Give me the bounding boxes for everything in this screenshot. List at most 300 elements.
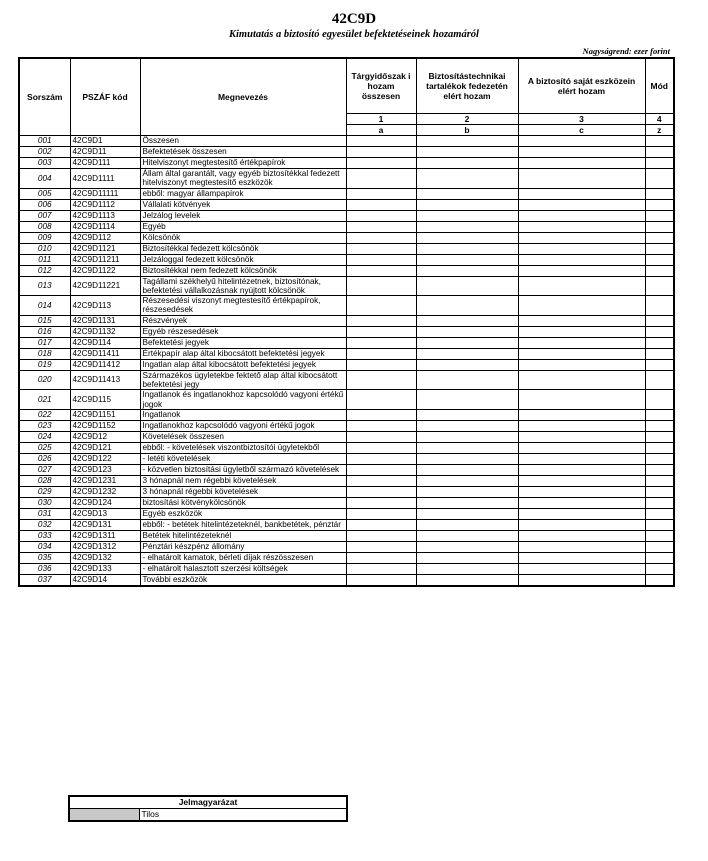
value-cell[interactable] [518, 136, 645, 147]
table-row [19, 169, 674, 189]
row-code: 42C9D111 [70, 158, 140, 169]
row-description: Állam által garantált, vagy egyéb biztosítékkal fedezett hitelviszonyt megtestesítő eszközök [140, 169, 346, 189]
value-cell[interactable] [416, 188, 518, 199]
row-code: 42C9D1151 [70, 409, 140, 420]
col-header-sorszam: Sorszám [19, 58, 70, 136]
row-description: Biztosítékkal nem fedezett kölcsönök [140, 265, 346, 276]
table-row [19, 232, 674, 243]
row-number: 021 [19, 390, 70, 410]
table-row [19, 147, 674, 158]
value-cell[interactable] [645, 199, 674, 210]
table-row [19, 541, 674, 552]
value-cell[interactable] [416, 276, 518, 296]
unit-note: Nagyságrend: ezer forint [582, 46, 670, 56]
row-number: 025 [19, 442, 70, 453]
col-letter: b [416, 125, 518, 136]
report-table [18, 57, 675, 587]
value-cell[interactable] [645, 420, 674, 431]
value-cell[interactable] [416, 431, 518, 442]
value-cell[interactable] [416, 254, 518, 265]
value-cell[interactable] [416, 326, 518, 337]
value-cell[interactable] [416, 136, 518, 147]
value-cell[interactable] [416, 442, 518, 453]
value-cell[interactable] [518, 453, 645, 464]
value-cell[interactable] [346, 497, 416, 508]
table-row [19, 254, 674, 265]
row-number: 011 [19, 254, 70, 265]
value-cell[interactable] [518, 475, 645, 486]
row-code: 42C9D113 [70, 296, 140, 316]
row-number: 006 [19, 199, 70, 210]
row-number: 002 [19, 147, 70, 158]
row-description: Értékpapír alap által kibocsátott befektetési jegyek [140, 348, 346, 359]
value-cell[interactable] [346, 409, 416, 420]
value-cell[interactable] [416, 530, 518, 541]
value-cell[interactable] [346, 243, 416, 254]
value-cell[interactable] [645, 276, 674, 296]
row-code: 42C9D1112 [70, 199, 140, 210]
value-cell[interactable] [346, 199, 416, 210]
row-code: 42C9D114 [70, 337, 140, 348]
value-cell[interactable] [416, 315, 518, 326]
row-description: Egyéb eszközök [140, 508, 346, 519]
legend-swatch [69, 809, 139, 822]
col-header-pszaf: PSZÁF kód [70, 58, 140, 136]
row-code: 42C9D123 [70, 464, 140, 475]
row-number: 016 [19, 326, 70, 337]
value-cell[interactable] [518, 486, 645, 497]
value-cell[interactable] [346, 315, 416, 326]
value-cell[interactable] [346, 254, 416, 265]
table-row [19, 486, 674, 497]
value-cell[interactable] [346, 188, 416, 199]
row-number: 022 [19, 409, 70, 420]
table-row [19, 431, 674, 442]
row-description: Pénztári készpénz állomány [140, 541, 346, 552]
value-cell[interactable] [416, 475, 518, 486]
row-description: - elhatárolt halasztott szerzési költségek [140, 563, 346, 574]
row-description: Részesedési viszonyt megtestesítő értékpapírok, részesedések [140, 296, 346, 316]
col-header-1: Tárgyidőszak i hozam összesen [346, 58, 416, 114]
value-cell[interactable] [518, 574, 645, 586]
row-description: 3 hónapnál nem régebbi követelések [140, 475, 346, 486]
value-cell[interactable] [416, 337, 518, 348]
value-cell[interactable] [645, 442, 674, 453]
table-row [19, 574, 674, 586]
row-number: 028 [19, 475, 70, 486]
row-code: 42C9D11413 [70, 370, 140, 390]
value-cell[interactable] [518, 359, 645, 370]
value-cell[interactable] [416, 296, 518, 316]
row-description: - közvetlen biztosítási ügyletből származó követelések [140, 464, 346, 475]
table-row [19, 315, 674, 326]
value-cell[interactable] [346, 370, 416, 390]
row-description: Egyéb részesedések [140, 326, 346, 337]
value-cell[interactable] [645, 210, 674, 221]
value-cell[interactable] [645, 147, 674, 158]
value-cell[interactable] [416, 552, 518, 563]
row-number: 027 [19, 464, 70, 475]
row-number: 008 [19, 221, 70, 232]
value-cell[interactable] [518, 315, 645, 326]
row-description: biztosítási kötvénykölcsönök [140, 497, 346, 508]
value-cell[interactable] [518, 370, 645, 390]
value-cell[interactable] [518, 420, 645, 431]
value-cell[interactable] [346, 552, 416, 563]
row-description: Ingatlanok [140, 409, 346, 420]
table-row [19, 530, 674, 541]
value-cell[interactable] [346, 348, 416, 359]
value-cell[interactable] [346, 475, 416, 486]
value-cell[interactable] [518, 337, 645, 348]
value-cell[interactable] [346, 147, 416, 158]
row-code: 42C9D1231 [70, 475, 140, 486]
value-cell[interactable] [518, 508, 645, 519]
row-description: Részvények [140, 315, 346, 326]
value-cell[interactable] [518, 530, 645, 541]
value-cell[interactable] [645, 508, 674, 519]
value-cell[interactable] [346, 519, 416, 530]
table-row [19, 563, 674, 574]
row-code: 42C9D124 [70, 497, 140, 508]
col-header-megnevezes: Megnevezés [140, 58, 346, 136]
value-cell[interactable] [518, 431, 645, 442]
row-number: 019 [19, 359, 70, 370]
row-code: 42C9D1111 [70, 169, 140, 189]
value-cell[interactable] [518, 169, 645, 189]
value-cell[interactable] [645, 519, 674, 530]
value-cell[interactable] [346, 326, 416, 337]
row-code: 42C9D1132 [70, 326, 140, 337]
row-code: 42C9D1122 [70, 265, 140, 276]
row-number: 010 [19, 243, 70, 254]
value-cell[interactable] [645, 370, 674, 390]
value-cell[interactable] [518, 221, 645, 232]
table-row [19, 420, 674, 431]
value-cell[interactable] [416, 486, 518, 497]
row-description: Követelések összesen [140, 431, 346, 442]
value-cell[interactable] [416, 519, 518, 530]
table-row [19, 359, 674, 370]
row-description: Összesen [140, 136, 346, 147]
col-number: 4 [645, 114, 674, 125]
value-cell[interactable] [346, 420, 416, 431]
value-cell[interactable] [645, 530, 674, 541]
value-cell[interactable] [416, 370, 518, 390]
row-description: Egyéb [140, 221, 346, 232]
row-number: 009 [19, 232, 70, 243]
value-cell[interactable] [645, 337, 674, 348]
value-cell[interactable] [346, 574, 416, 586]
legend-item-label: Tilos [139, 809, 347, 822]
report-rows [19, 136, 674, 586]
row-description: ebből: magyar állampapírok [140, 188, 346, 199]
table-row [19, 326, 674, 337]
value-cell[interactable] [645, 188, 674, 199]
row-description: Származékos ügyletekbe fektető alap által kibocsátott befektetési jegy [140, 370, 346, 390]
value-cell[interactable] [645, 574, 674, 586]
value-cell[interactable] [346, 390, 416, 410]
row-number: 007 [19, 210, 70, 221]
row-number: 026 [19, 453, 70, 464]
row-description: 3 hónapnál régebbi követelések [140, 486, 346, 497]
value-cell[interactable] [645, 221, 674, 232]
table-row [19, 497, 674, 508]
value-cell[interactable] [416, 199, 518, 210]
value-cell[interactable] [346, 136, 416, 147]
row-code: 42C9D14 [70, 574, 140, 586]
row-number: 036 [19, 563, 70, 574]
value-cell[interactable] [645, 232, 674, 243]
value-cell[interactable] [346, 486, 416, 497]
value-cell[interactable] [416, 420, 518, 431]
row-code: 42C9D11411 [70, 348, 140, 359]
value-cell[interactable] [518, 552, 645, 563]
value-cell[interactable] [645, 475, 674, 486]
value-cell[interactable] [645, 243, 674, 254]
value-cell[interactable] [346, 359, 416, 370]
value-cell[interactable] [645, 409, 674, 420]
row-code: 42C9D11211 [70, 254, 140, 265]
row-number: 005 [19, 188, 70, 199]
value-cell[interactable] [518, 158, 645, 169]
value-cell[interactable] [518, 326, 645, 337]
value-cell[interactable] [416, 221, 518, 232]
value-cell[interactable] [518, 296, 645, 316]
value-cell[interactable] [416, 464, 518, 475]
value-cell[interactable] [518, 409, 645, 420]
value-cell[interactable] [346, 508, 416, 519]
value-cell[interactable] [518, 276, 645, 296]
table-row [19, 370, 674, 390]
table-row [19, 265, 674, 276]
value-cell[interactable] [416, 210, 518, 221]
value-cell[interactable] [416, 541, 518, 552]
row-description: Jelzálog levelek [140, 210, 346, 221]
table-row [19, 442, 674, 453]
row-number: 029 [19, 486, 70, 497]
col-number: 3 [518, 114, 645, 125]
value-cell[interactable] [346, 210, 416, 221]
table-row [19, 210, 674, 221]
value-cell[interactable] [416, 169, 518, 189]
value-cell[interactable] [346, 442, 416, 453]
value-cell[interactable] [645, 158, 674, 169]
table-row [19, 337, 674, 348]
value-cell[interactable] [346, 276, 416, 296]
row-number: 033 [19, 530, 70, 541]
row-number: 013 [19, 276, 70, 296]
value-cell[interactable] [645, 359, 674, 370]
row-description: Ingatlan alap által kibocsátott befektetési jegyek [140, 359, 346, 370]
value-cell[interactable] [346, 337, 416, 348]
row-number: 018 [19, 348, 70, 359]
value-cell[interactable] [518, 265, 645, 276]
value-cell[interactable] [645, 326, 674, 337]
table-row [19, 243, 674, 254]
value-cell[interactable] [416, 563, 518, 574]
row-description: ebből: - követelések viszontbiztosítói ügyletekből [140, 442, 346, 453]
value-cell[interactable] [518, 243, 645, 254]
report-code-title: 42C9D [331, 11, 377, 27]
row-code: 42C9D115 [70, 390, 140, 410]
row-code: 42C9D12 [70, 431, 140, 442]
value-cell[interactable] [416, 158, 518, 169]
row-code: 42C9D112 [70, 232, 140, 243]
value-cell[interactable] [645, 254, 674, 265]
row-code: 42C9D121 [70, 442, 140, 453]
value-cell[interactable] [346, 464, 416, 475]
value-cell[interactable] [645, 431, 674, 442]
value-cell[interactable] [416, 497, 518, 508]
value-cell[interactable] [645, 390, 674, 410]
row-description: Betétek hitelintézeteknél [140, 530, 346, 541]
value-cell[interactable] [645, 348, 674, 359]
value-cell[interactable] [518, 390, 645, 410]
value-cell[interactable] [346, 169, 416, 189]
value-cell[interactable] [416, 243, 518, 254]
row-description: ebből: - betétek hitelintézeteknél, bankbetétek, pénztár [140, 519, 346, 530]
row-code: 42C9D13 [70, 508, 140, 519]
value-cell[interactable] [346, 530, 416, 541]
value-cell[interactable] [518, 497, 645, 508]
table-row [19, 409, 674, 420]
row-code: 42C9D131 [70, 519, 140, 530]
value-cell[interactable] [645, 315, 674, 326]
row-number: 001 [19, 136, 70, 147]
value-cell[interactable] [416, 508, 518, 519]
value-cell[interactable] [518, 519, 645, 530]
row-description: Befektetési jegyek [140, 337, 346, 348]
row-number: 017 [19, 337, 70, 348]
row-code: 42C9D1232 [70, 486, 140, 497]
value-cell[interactable] [645, 486, 674, 497]
table-row [19, 276, 674, 296]
row-description: Ingatlanokhoz kapcsolódó vagyoni értékű jogok [140, 420, 346, 431]
table-row [19, 390, 674, 410]
value-cell[interactable] [346, 158, 416, 169]
value-cell[interactable] [346, 541, 416, 552]
row-code: 42C9D11 [70, 147, 140, 158]
col-letter: z [645, 125, 674, 136]
row-code: 42C9D1113 [70, 210, 140, 221]
table-row [19, 519, 674, 530]
row-number: 015 [19, 315, 70, 326]
value-cell[interactable] [416, 265, 518, 276]
value-cell[interactable] [645, 136, 674, 147]
value-cell[interactable] [416, 359, 518, 370]
row-code: 42C9D1114 [70, 221, 140, 232]
row-description: Befektetések összesen [140, 147, 346, 158]
table-row [19, 453, 674, 464]
value-cell[interactable] [346, 232, 416, 243]
row-code: 42C9D11412 [70, 359, 140, 370]
value-cell[interactable] [518, 232, 645, 243]
value-cell[interactable] [416, 348, 518, 359]
value-cell[interactable] [645, 453, 674, 464]
value-cell[interactable] [518, 188, 645, 199]
row-code: 42C9D11221 [70, 276, 140, 296]
row-number: 003 [19, 158, 70, 169]
value-cell[interactable] [645, 552, 674, 563]
value-cell[interactable] [518, 147, 645, 158]
value-cell[interactable] [645, 464, 674, 475]
col-header-4: Mód [645, 58, 674, 114]
row-number: 032 [19, 519, 70, 530]
value-cell[interactable] [346, 221, 416, 232]
row-description: Ingatlanok és ingatlanokhoz kapcsolódó vagyoni értékű jogok [140, 390, 346, 410]
value-cell[interactable] [346, 296, 416, 316]
value-cell[interactable] [346, 265, 416, 276]
row-code: 42C9D1 [70, 136, 140, 147]
row-description: Jelzáloggal fedezett kölcsönök [140, 254, 346, 265]
row-description: Kölcsönök [140, 232, 346, 243]
value-cell[interactable] [518, 541, 645, 552]
value-cell[interactable] [518, 464, 645, 475]
value-cell[interactable] [518, 210, 645, 221]
row-code: 42C9D1311 [70, 530, 140, 541]
value-cell[interactable] [645, 169, 674, 189]
value-cell[interactable] [518, 348, 645, 359]
col-letter: a [346, 125, 416, 136]
table-row [19, 464, 674, 475]
value-cell[interactable] [416, 574, 518, 586]
row-code: 42C9D1312 [70, 541, 140, 552]
row-number: 037 [19, 574, 70, 586]
report-subtitle: Kimutatás a biztosító egyesület befektetéseinek hozamáról [229, 29, 479, 40]
value-cell[interactable] [416, 390, 518, 410]
legend-title: Jelmagyarázat [69, 796, 347, 809]
row-code: 42C9D122 [70, 453, 140, 464]
col-header-3: A biztosító saját eszközein elért hozam [518, 58, 645, 114]
value-cell[interactable] [645, 563, 674, 574]
value-cell[interactable] [346, 563, 416, 574]
row-description: - elhatárolt kamatok, bérleti díjak részösszesen [140, 552, 346, 563]
value-cell[interactable] [645, 296, 674, 316]
row-description: Vállalati kötvények [140, 199, 346, 210]
col-header-2: Biztosítástechnikai tartalékok fedezetén elért hozam [416, 58, 518, 114]
value-cell[interactable] [416, 147, 518, 158]
value-cell[interactable] [645, 541, 674, 552]
row-number: 004 [19, 169, 70, 189]
value-cell[interactable] [518, 563, 645, 574]
value-cell[interactable] [346, 431, 416, 442]
value-cell[interactable] [416, 409, 518, 420]
legend-table [68, 795, 348, 822]
row-description: Tagállami székhelyű hitelintézetnek, biztosítónak, befektetési vállalkozásnak nyújtott kölcsönök [140, 276, 346, 296]
row-number: 014 [19, 296, 70, 316]
row-code: 42C9D1152 [70, 420, 140, 431]
row-number: 034 [19, 541, 70, 552]
table-row [19, 552, 674, 563]
value-cell[interactable] [416, 453, 518, 464]
value-cell[interactable] [645, 497, 674, 508]
value-cell[interactable] [645, 265, 674, 276]
value-cell[interactable] [518, 254, 645, 265]
table-row [19, 158, 674, 169]
row-description: Biztosítékkal fedezett kölcsönök [140, 243, 346, 254]
value-cell[interactable] [416, 232, 518, 243]
col-letter: c [518, 125, 645, 136]
value-cell[interactable] [518, 199, 645, 210]
table-row [19, 188, 674, 199]
row-number: 024 [19, 431, 70, 442]
row-number: 031 [19, 508, 70, 519]
value-cell[interactable] [518, 442, 645, 453]
row-code: 42C9D132 [70, 552, 140, 563]
value-cell[interactable] [346, 453, 416, 464]
table-row [19, 221, 674, 232]
